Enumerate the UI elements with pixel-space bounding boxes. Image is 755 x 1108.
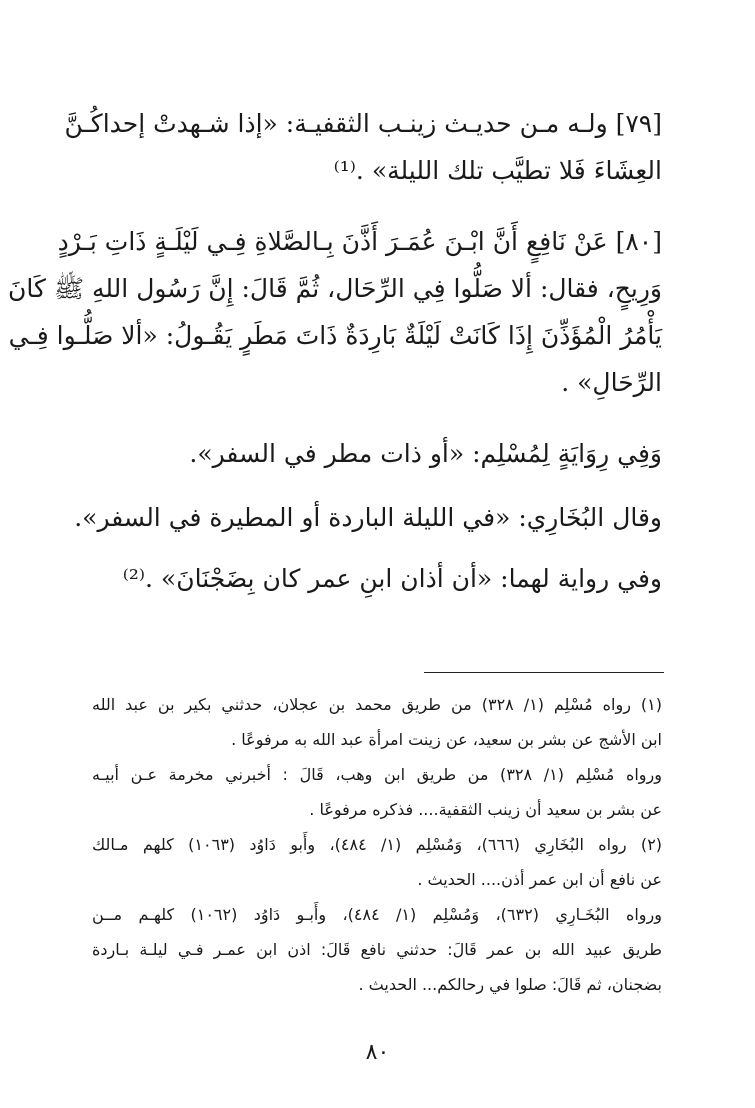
riwayat-bukhari: وقال البُخَارِي: «في الليلة الباردة أو المطيرة في السفر». bbox=[74, 503, 662, 532]
footnote-1-line-1: (١) رواه مُسْلِم (١/ ٣٢٨) من طريق محمد بن عجلان، حدثني بكير بن عبد الله bbox=[92, 695, 662, 714]
footnote-1-line-3: ورواه مُسْلِم (١/ ٣٢٨) من طريق ابن وهب، قَالَ : أخبرني مخرمة عـن أبيـه bbox=[92, 765, 662, 784]
footnote-2-line-2: عن نافع أن ابن عمر أذن.... الحديث . bbox=[417, 870, 662, 889]
hadith-80-line-1: [٨٠] عَنْ نَافِعٍ أَنَّ ابْـنَ عُمَـرَ أَذَّنَ بِـالصَّلاةِ فِـي لَيْلَـةٍ ذَاتِ بَـرْدٍ bbox=[57, 227, 662, 256]
hadith-79-line-2: العِشَاءَ فَلا تطيَّب تلك الليلة» .⁽¹⁾ bbox=[333, 156, 662, 185]
riwayat-both: وفي رواية لهما: «أن أذان ابنِ عمر كان بِضَجْنَانَ» .⁽²⁾ bbox=[122, 564, 662, 593]
page-number: ٨٠ bbox=[365, 1040, 390, 1065]
hadith-79-line-1: [٧٩] ولـه مـن حديـث زينـب الثقفيـة: «إذا شـهدتْ إحداكُـنَّ bbox=[64, 109, 662, 138]
footnote-1-line-4: عن بشر بن سعيد أن زينب الثقفية.... فذكره مرفوعًا . bbox=[309, 800, 662, 819]
footnote-2-line-3: ورواه البُخَـارِي (٦٣٢)، وَمُسْلِم (١/ ٤٨٤)، وأَبـو دَاوُد (١٠٦٢) كلهـم مــن bbox=[92, 905, 662, 924]
footnote-2-line-5: بضجنان، ثم قَالَ: صلوا في رحالكم... الحديث . bbox=[358, 975, 662, 994]
footnote-2-line-4: طريق عبيد الله بن عمر قَالَ: حدثني نافع قَالَ: اذن ابن عمـر فـي ليلـة بـاردة bbox=[92, 940, 662, 959]
footnote-separator bbox=[424, 672, 664, 673]
hadith-80-line-4: الرِّحَالِ» . bbox=[561, 368, 662, 397]
hadith-80-line-3: يَأْمُرُ الْمُؤَذِّنَ إِذَا كَانَتْ لَيْلَةٌ بَارِدَةٌ ذَاتَ مَطَرٍ يَقُـولُ: «ألا صَلُّـوا فِـي bbox=[8, 321, 662, 350]
hadith-80-line-2: وَرِيحٍ، فقال: ألا صَلُّوا فِي الرِّحَال، ثُمَّ قَالَ: إِنَّ رَسُول اللهِ ﷺ كَانَ bbox=[8, 274, 662, 303]
footnote-1-line-2: ابن الأشج عن بشر بن سعيد، عن زينت امرأة عبد الله به مرفوعًا . bbox=[231, 730, 662, 749]
footnote-2-line-1: (٢) رواه البُخَارِي (٦٦٦)، وَمُسْلِم (١/ ٤٨٤)، وأَبو دَاوُد (١٠٦٣) كلهم مـالك bbox=[92, 835, 663, 854]
riwayat-muslim: وَفِي رِوَايَةٍ لِمُسْلِم: «أو ذات مطر في السفر». bbox=[189, 439, 662, 468]
